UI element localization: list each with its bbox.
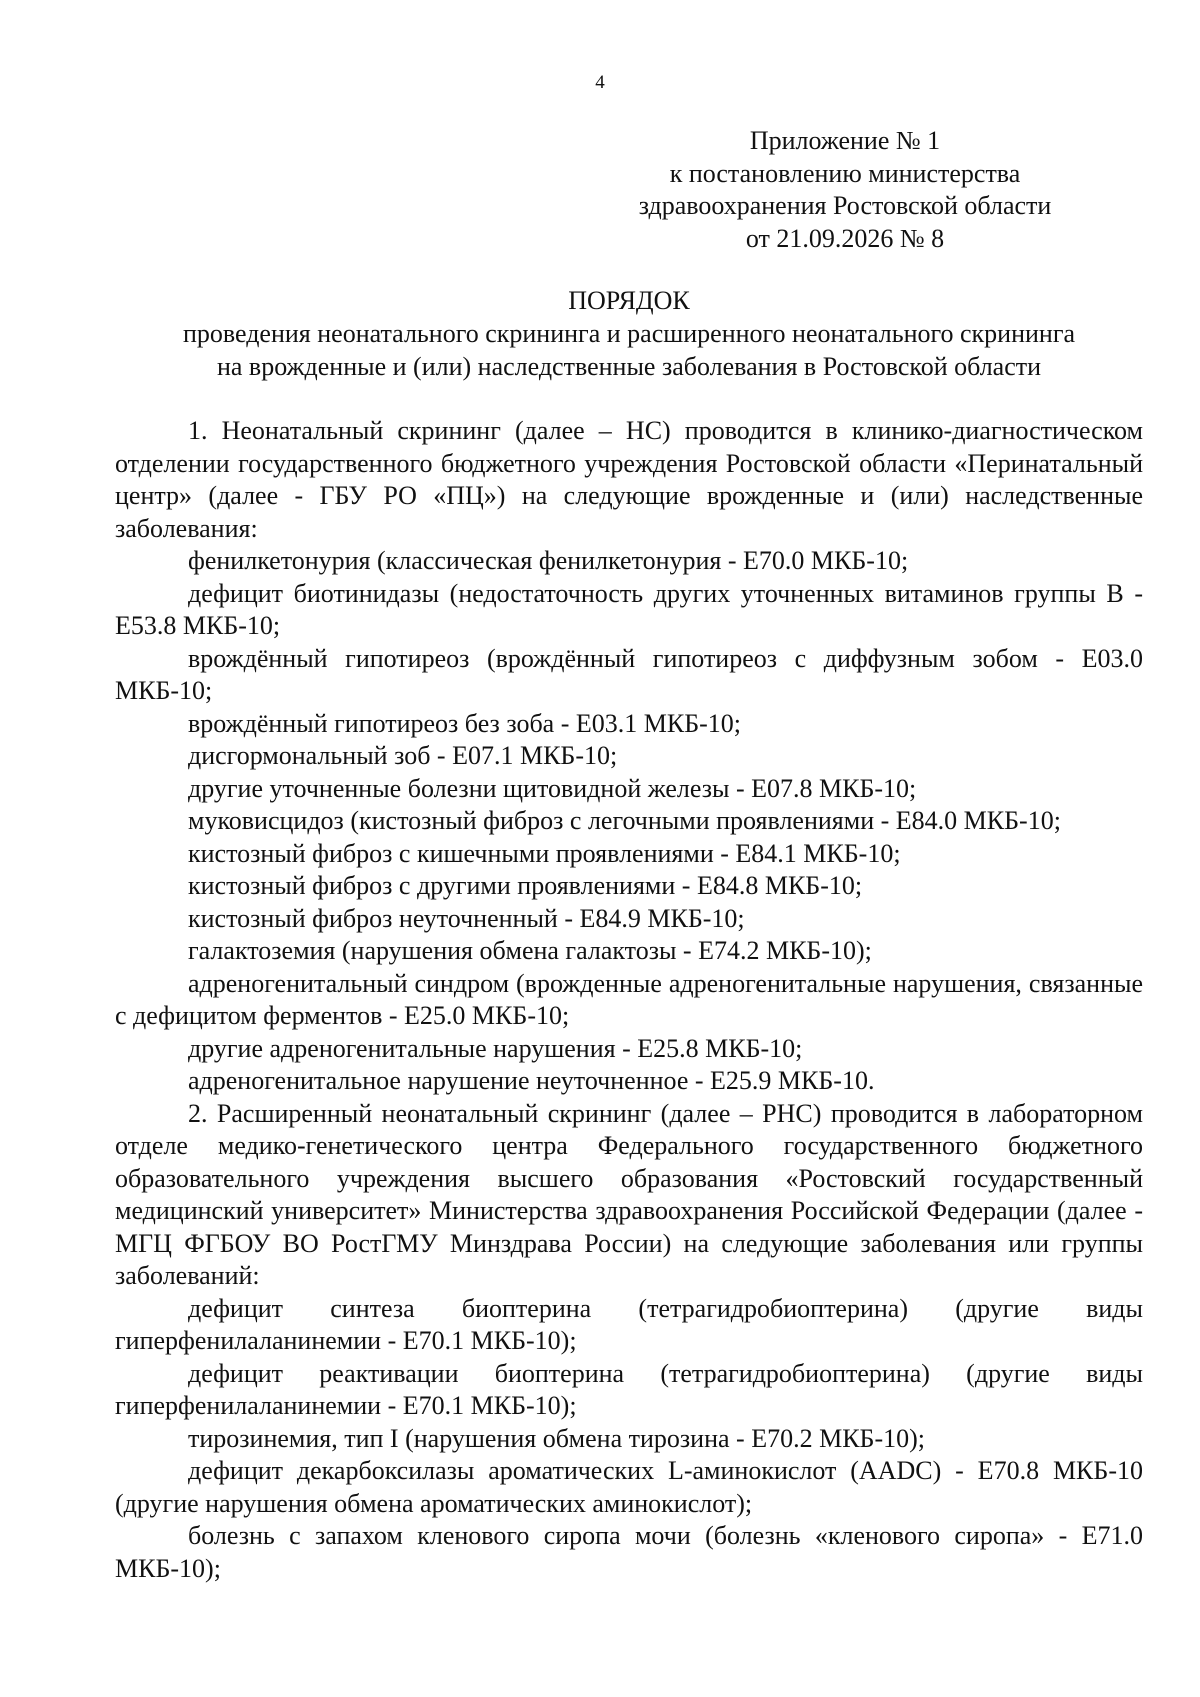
paragraph: другие уточненные болезни щитовидной железы - E07.8 МКБ-10; — [188, 773, 917, 803]
paragraph: фенилкетонурия (классическая фенилкетонурия - E70.0 МКБ-10; — [188, 546, 909, 575]
paragraph: дисгормональный зоб - E07.1 МКБ-10; — [188, 741, 618, 770]
appendix-line-2: к постановлению министерства — [669, 158, 1021, 188]
paragraph: дефицит реактивации биоптерина (тетрагидробиоптерина) (другие виды гиперфенилаланинемии - E70.1 МКБ-10); — [115, 1358, 1143, 1420]
document-title: ПОРЯДОК — [568, 286, 690, 315]
subtitle-line-2: на врожденные и (или) наследственные заболевания в Ростовской области — [216, 351, 1042, 381]
document-subtitle — [115, 318, 1143, 383]
appendix-header — [620, 125, 1070, 255]
paragraph: кистозный фиброз с другими проявлениями - E84.8 МКБ-10; — [188, 871, 863, 900]
paragraph: болезнь с запахом кленового сиропа мочи (болезнь «кленового сиропа» - E71.0 МКБ-10); — [115, 1521, 1143, 1583]
appendix-line-1: Приложение № 1 — [749, 126, 941, 155]
paragraph: кистозный фиброз с кишечными проявлениями - E84.1 МКБ-10; — [188, 838, 901, 868]
appendix-line-3: здравоохранения Ростовской области — [638, 191, 1052, 220]
paragraph: другие адреногенитальные нарушения - E25.8 МКБ-10; — [188, 1033, 803, 1063]
paragraph: адреногенитальное нарушение неуточненное - E25.9 МКБ-10. — [188, 1066, 875, 1095]
page-number: 4 — [595, 72, 605, 93]
paragraph: дефицит декарбоксилазы ароматических L-аминокислот (AADC) - E70.8 МКБ-10 (другие нарушения обмена ароматических аминокислот); — [115, 1456, 1143, 1518]
paragraph: адреногенитальный синдром (врожденные адреногенитальные нарушения, связанные с дефицитом ферментов - E25.0 МКБ-10; — [115, 968, 1143, 1030]
paragraph: галактоземия (нарушения обмена галактозы - E74.2 МКБ-10); — [188, 936, 872, 965]
paragraph: 2. Расширенный неонатальный скрининг (далее – РНС) проводится в лабораторном отделе медико-генетического центра Федерального государственного бюджетного образовательного учреждения высшего образования «Ростовский государственный медицинский университет» Министерства здравоохранения Российской Федерации (далее - МГЦ ФГБОУ ВО РостГМУ Минздрава России) на следующие заболевания или группы заболеваний: — [115, 1098, 1143, 1290]
paragraph: тирозинемия, тип I (нарушения обмена тирозина - E70.2 МКБ-10); — [188, 1423, 926, 1453]
paragraph: врождённый гипотиреоз (врождённый гипотиреоз с диффузным зобом - E03.0 МКБ-10; — [115, 643, 1143, 705]
subtitle-line-1: проведения неонатального скрининга и расширенного неонатального скрининга — [182, 319, 1076, 348]
paragraph: дефицит синтеза биоптерина (тетрагидробиоптерина) (другие виды гиперфенилаланинемии - E70.1 МКБ-10); — [115, 1293, 1143, 1355]
paragraph: дефицит биотинидазы (недостаточность других уточненных витаминов группы B - E53.8 МКБ-10; — [115, 578, 1143, 640]
paragraph: кистозный фиброз неуточненный - E84.9 МКБ-10; — [188, 903, 745, 933]
appendix-line-4: от 21.09.2026 № 8 — [745, 223, 945, 253]
paragraph: врождённый гипотиреоз без зоба - E03.1 МКБ-10; — [188, 708, 742, 738]
paragraph: муковисцидоз (кистозный фиброз с легочными проявлениями - E84.0 МКБ-10; — [188, 806, 1061, 835]
document-body — [115, 415, 1143, 1585]
paragraph: 1. Неонатальный скрининг (далее – НС) проводится в клинико-диагностическом отделении государственного бюджетного учреждения Ростовской области «Перинатальный центр» (далее - ГБУ РО «ПЦ») на следующие врожденные и (или) наследственные заболевания: — [115, 416, 1143, 543]
